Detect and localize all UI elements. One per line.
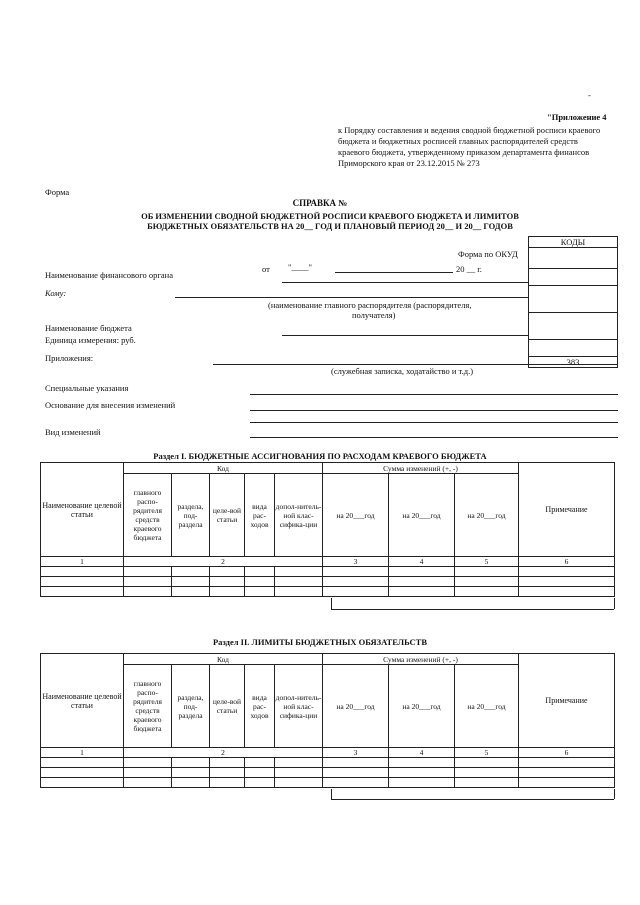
table-cell <box>455 768 519 778</box>
section-2-title: Раздел II. ЛИМИТЫ БЮДЖЕТНЫХ ОБЯЗАТЕЛЬСТВ <box>212 637 428 647</box>
table-cell <box>172 577 210 587</box>
col-target-header: целе-вой статьи <box>210 474 245 557</box>
table-cell <box>172 587 210 597</box>
col-extra-header: допол-нитель-ной клас-сифика-ции <box>275 474 323 557</box>
okud-label: Форма по ОКУД <box>458 249 518 259</box>
table-cell <box>323 577 389 587</box>
section-2-table <box>40 653 615 788</box>
table-cell <box>389 778 455 788</box>
table-cell <box>455 778 519 788</box>
col-num-6: 6 <box>519 748 615 758</box>
col-code-header: Код <box>124 654 323 665</box>
to-line <box>175 297 528 298</box>
table-cell <box>519 768 615 778</box>
col-type-header: вида рас-ходов <box>245 665 275 748</box>
doc-title: СПРАВКА № <box>292 198 348 208</box>
table-cell <box>275 567 323 577</box>
table-cell <box>455 758 519 768</box>
table-cell <box>323 768 389 778</box>
col-year2-header: на 20___год <box>389 665 455 748</box>
codes-budget-cell <box>529 340 618 357</box>
table-cell <box>519 778 615 788</box>
col-name-header: Наименование целевой статьи <box>41 654 124 748</box>
col-num-1: 1 <box>41 748 124 758</box>
date-month-line <box>335 272 453 273</box>
col-num-2: 2 <box>124 557 323 567</box>
col-code-header: Код <box>124 463 323 474</box>
table-cell <box>124 567 172 577</box>
col-num-5: 5 <box>455 748 519 758</box>
section-1-total-line <box>331 609 614 610</box>
section-1-total-left <box>331 598 332 609</box>
budget-name-line <box>282 335 528 336</box>
codes-recipient-cell <box>529 313 618 340</box>
change-type-label: Вид изменений <box>45 427 101 437</box>
col-num-4: 4 <box>389 748 455 758</box>
table-cell <box>124 577 172 587</box>
section-2-total-line <box>331 799 614 800</box>
col-sum-header: Сумма изменений (+, -) <box>323 463 519 474</box>
table-row <box>41 758 615 768</box>
table-cell <box>172 768 210 778</box>
table-cell <box>210 577 245 587</box>
table-cell <box>41 778 124 788</box>
col-name-header: Наименование целевой статьи <box>41 463 124 557</box>
table-cell <box>41 587 124 597</box>
special-label: Специальные указания <box>45 383 129 393</box>
doc-subtitle-1: ОБ ИЗМЕНЕНИИ СВОДНОЙ БЮДЖЕТНОЙ РОСПИСИ КРАЕВОГО БЮДЖЕТА И ЛИМИТОВ <box>141 211 519 221</box>
table-cell <box>210 567 245 577</box>
to-label: Кому: <box>45 288 67 298</box>
codes-header: КОДЫ <box>529 237 618 248</box>
appendix-text: к Порядку составления и ведения сводной бюджетной росписи краевого бюджета и бюджетных росписей главных распорядителей средств краевого бюджета, утвержденному приказом департамента финансов Приморского края от 23.12.2015 № 273 <box>338 125 601 168</box>
table-cell <box>210 587 245 597</box>
table-row <box>41 587 615 597</box>
table-cell <box>245 567 275 577</box>
table-cell <box>389 567 455 577</box>
table-cell <box>245 778 275 788</box>
attachments-label: Приложения: <box>45 353 94 363</box>
table-cell <box>41 567 124 577</box>
table-cell <box>172 758 210 768</box>
col-sum-header: Сумма изменений (+, -) <box>323 654 519 665</box>
table-cell <box>455 567 519 577</box>
basis-line-1 <box>250 410 618 411</box>
fin-org-line <box>282 282 528 283</box>
table-cell <box>323 778 389 788</box>
table-cell <box>519 587 615 597</box>
col-extra-header: допол-нитель-ной клас-сифика-ции <box>275 665 323 748</box>
section-2-total-left <box>331 789 332 799</box>
table-cell <box>210 758 245 768</box>
table-cell <box>172 567 210 577</box>
col-section-header: раздела, под-раздела <box>172 665 210 748</box>
table-cell <box>389 758 455 768</box>
table-cell <box>172 778 210 788</box>
table-cell <box>41 758 124 768</box>
to-caption-1: (наименование главного распорядителя (распорядителя, <box>268 300 472 310</box>
date-from: от <box>262 264 270 274</box>
table-row <box>41 768 615 778</box>
table-cell <box>41 768 124 778</box>
special-line <box>250 394 618 395</box>
section-1-table <box>40 462 615 597</box>
table-cell <box>275 758 323 768</box>
col-num-5: 5 <box>455 557 519 567</box>
col-main-manager-header: главного распо-рядителя средств краевого бюджета <box>124 474 172 557</box>
table-cell <box>275 577 323 587</box>
budget-name-label: Наименование бюджета <box>45 323 132 333</box>
attachments-line <box>213 364 618 365</box>
table-cell <box>245 758 275 768</box>
table-cell <box>389 768 455 778</box>
col-num-2: 2 <box>124 748 323 758</box>
table-cell <box>519 567 615 577</box>
table-cell <box>41 577 124 587</box>
doc-subtitle-2: БЮДЖЕТНЫХ ОБЯЗАТЕЛЬСТВ НА 20__ ГОД И ПЛАНОВЫЙ ПЕРИОД 20__ И 20__ ГОДОВ <box>147 221 513 231</box>
col-section-header: раздела, под-раздела <box>172 474 210 557</box>
fin-org-label: Наименование финансового органа <box>45 270 173 280</box>
table-cell <box>275 768 323 778</box>
col-note-header: Примечание <box>519 654 615 748</box>
basis-line-2 <box>250 422 618 423</box>
section-1-total-right <box>614 598 615 609</box>
table-cell <box>124 758 172 768</box>
top-mark: - <box>588 90 591 100</box>
table-cell <box>455 577 519 587</box>
appendix-title: "Приложение 4 <box>547 112 607 122</box>
col-num-6: 6 <box>519 557 615 567</box>
table-cell <box>245 577 275 587</box>
codes-org-cell <box>529 286 618 313</box>
col-type-header: вида рас-ходов <box>245 474 275 557</box>
col-year3-header: на 20___год <box>455 665 519 748</box>
table-cell <box>124 587 172 597</box>
attachments-caption: (служебная записка, ходатайство и т.д.) <box>331 366 474 376</box>
codes-okud-cell <box>529 248 618 269</box>
table-cell <box>519 758 615 768</box>
table-cell <box>124 768 172 778</box>
table-row <box>41 567 615 577</box>
col-main-manager-header: главного распо-рядителя средств краевого бюджета <box>124 665 172 748</box>
table-cell <box>389 577 455 587</box>
table-cell <box>245 768 275 778</box>
unit-label: Единица измерения: руб. <box>45 335 136 345</box>
table-cell <box>455 587 519 597</box>
table-cell <box>245 587 275 597</box>
table-cell <box>323 758 389 768</box>
basis-label: Основание для внесения изменений <box>45 400 176 410</box>
table-cell <box>519 577 615 587</box>
date-year: 20 __ г. <box>456 264 482 274</box>
col-year1-header: на 20___год <box>323 665 389 748</box>
col-year2-header: на 20___год <box>389 474 455 557</box>
table-cell <box>210 768 245 778</box>
table-cell <box>323 567 389 577</box>
col-num-3: 3 <box>323 748 389 758</box>
form-label: Форма <box>45 187 70 197</box>
col-year3-header: на 20___год <box>455 474 519 557</box>
codes-unit-cell: 383 <box>529 357 618 368</box>
section-1-title: Раздел I. БЮДЖЕТНЫЕ АССИГНОВАНИЯ ПО РАСХОДАМ КРАЕВОГО БЮДЖЕТА <box>153 451 487 461</box>
col-target-header: целе-вой статьи <box>210 665 245 748</box>
table-cell <box>275 587 323 597</box>
col-num-3: 3 <box>323 557 389 567</box>
table-cell <box>124 778 172 788</box>
table-cell <box>323 587 389 597</box>
table-row <box>41 778 615 788</box>
section-2-total-right <box>614 789 615 799</box>
col-year1-header: на 20___год <box>323 474 389 557</box>
table-cell <box>275 778 323 788</box>
codes-date-cell <box>529 269 618 286</box>
table-cell <box>389 587 455 597</box>
to-caption-2: получателя) <box>352 310 396 320</box>
col-num-4: 4 <box>389 557 455 567</box>
table-cell <box>210 778 245 788</box>
change-type-line <box>250 437 618 438</box>
date-day: "____" <box>288 262 312 272</box>
table-row <box>41 577 615 587</box>
col-note-header: Примечание <box>519 463 615 557</box>
col-num-1: 1 <box>41 557 124 567</box>
